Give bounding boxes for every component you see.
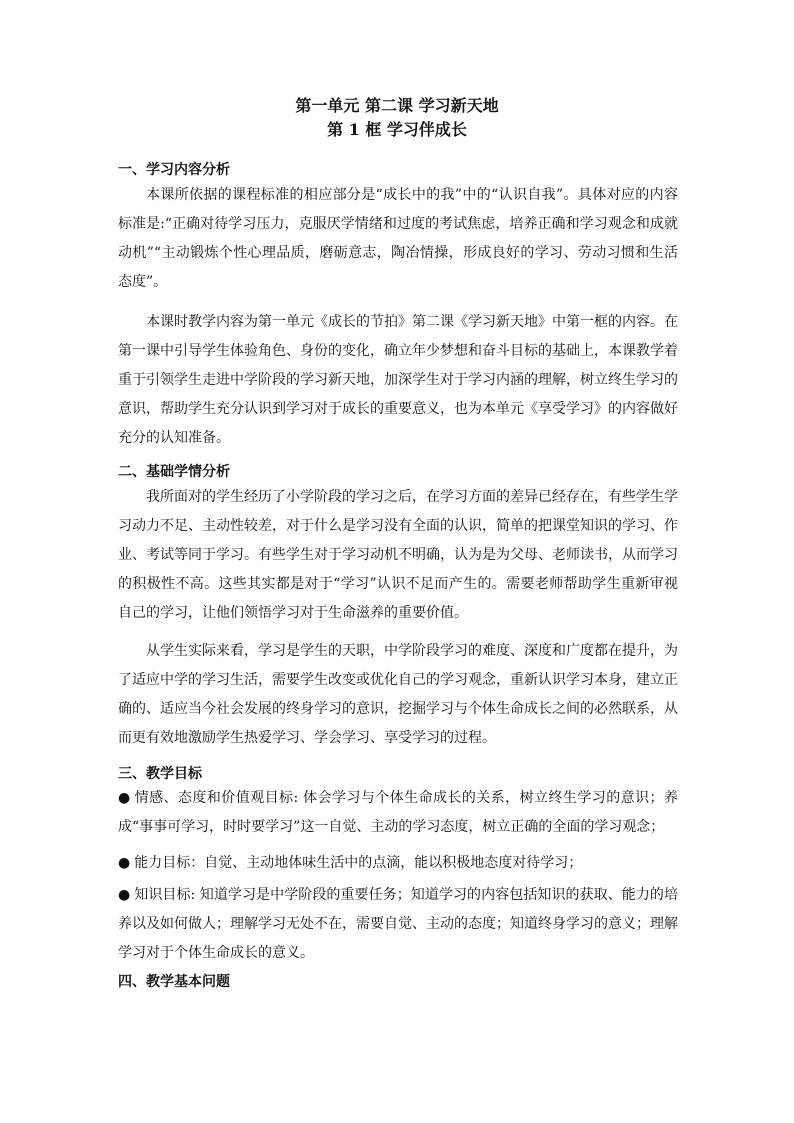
- objective-item: [118, 784, 678, 842]
- section-heading-3: 三、教学目标: [118, 766, 202, 782]
- section-2-paragraph-2: 从学生实际来看，学习是学生的天职，中学阶段学习的难度、深度和广度都在提升，为了适应中学的学习生活，需要学生改变或优化自己的学习观念，重新认识学习本身，建立正确的、适应当今社会发展的终身学习的意识，挖掘学习与个体生命成长之间的必然联系，从而更有效地激励学生热爱学习、学会学习、享受学习的过程。: [118, 643, 678, 746]
- objective-text: 情感、态度和价值观目标: 体会学习与个体生命成长的关系，树立终生学习的意识；养成“事事可学习，时时要学习”这一自觉、主动的学习态度，树立正确的全面的学习观念；: [118, 790, 678, 835]
- objective-text: 知识目标: 知道学习是中学阶段的重要任务；知道学习的内容包括知识的获取、能力的培养以及如何做人；理解学习无处不在，需要自觉、主动的态度；知道终身学习的意义；理解学习对于个体生命成长的意义。: [118, 887, 678, 961]
- bullet-icon: ●: [118, 855, 131, 871]
- bullet-icon: ●: [118, 790, 131, 806]
- section-2-paragraph-1: 我所面对的学生经历了小学阶段的学习之后，在学习方面的差异已经存在，有些学生学习动力不足、主动性较差，对于什么是学习没有全面的认识，简单的把课堂知识的学习、作业、考试等同于学习。有些学生对于学习动机不明确，认为是为父母、老师读书，从而学习的积极性不高。这些其实都是对于“学习”认识不足而产生的。需要老师帮助学生重新审视自己的学习，让他们领悟学习对于生命滋养的重要价值。: [118, 489, 678, 621]
- bullet-icon: ●: [118, 887, 131, 903]
- section-heading-4: 四、教学基本问题: [118, 974, 230, 990]
- document-subtitle: 第 1 框 学习伴成长: [327, 120, 467, 139]
- section-1-paragraph-1: 本课所依据的课程标准的相应部分是“成长中的我”中的“认识自我”。具体对应的内容标准是:“正确对待学习压力，克服厌学情绪和过度的考试焦虑，培养正确和学习观念和成就动机”“主动锻炼个性心理品质，磨砺意志，陶冶情操，形成良好的学习、劳动习惯和生活态度”。: [118, 187, 678, 290]
- document-title: 第一单元 第二课 学习新天地: [295, 96, 499, 115]
- section-1-paragraph-2: 本课时教学内容为第一单元《成长的节拍》第二课《学习新天地》中第一框的内容。在第一课中引导学生体验角色、身份的变化，确立年少梦想和奋斗目标的基础上，本课教学着重于引领学生走进中学阶段的学习新天地，加深学生对于学习内涵的理解，树立终生学习的意识，帮助学生充分认识到学习对于成长的重要意义，也为本单元《享受学习》的内容做好充分的认知准备。: [118, 314, 678, 446]
- objective-text: 能力目标：自觉、主动地体味生活中的点滴，能以积极地态度对待学习；: [134, 855, 583, 871]
- objective-item: [118, 849, 678, 878]
- objective-item: [118, 881, 678, 968]
- section-heading-1: 一、学习内容分析: [118, 162, 230, 178]
- section-heading-2: 二、基础学情分析: [118, 464, 230, 480]
